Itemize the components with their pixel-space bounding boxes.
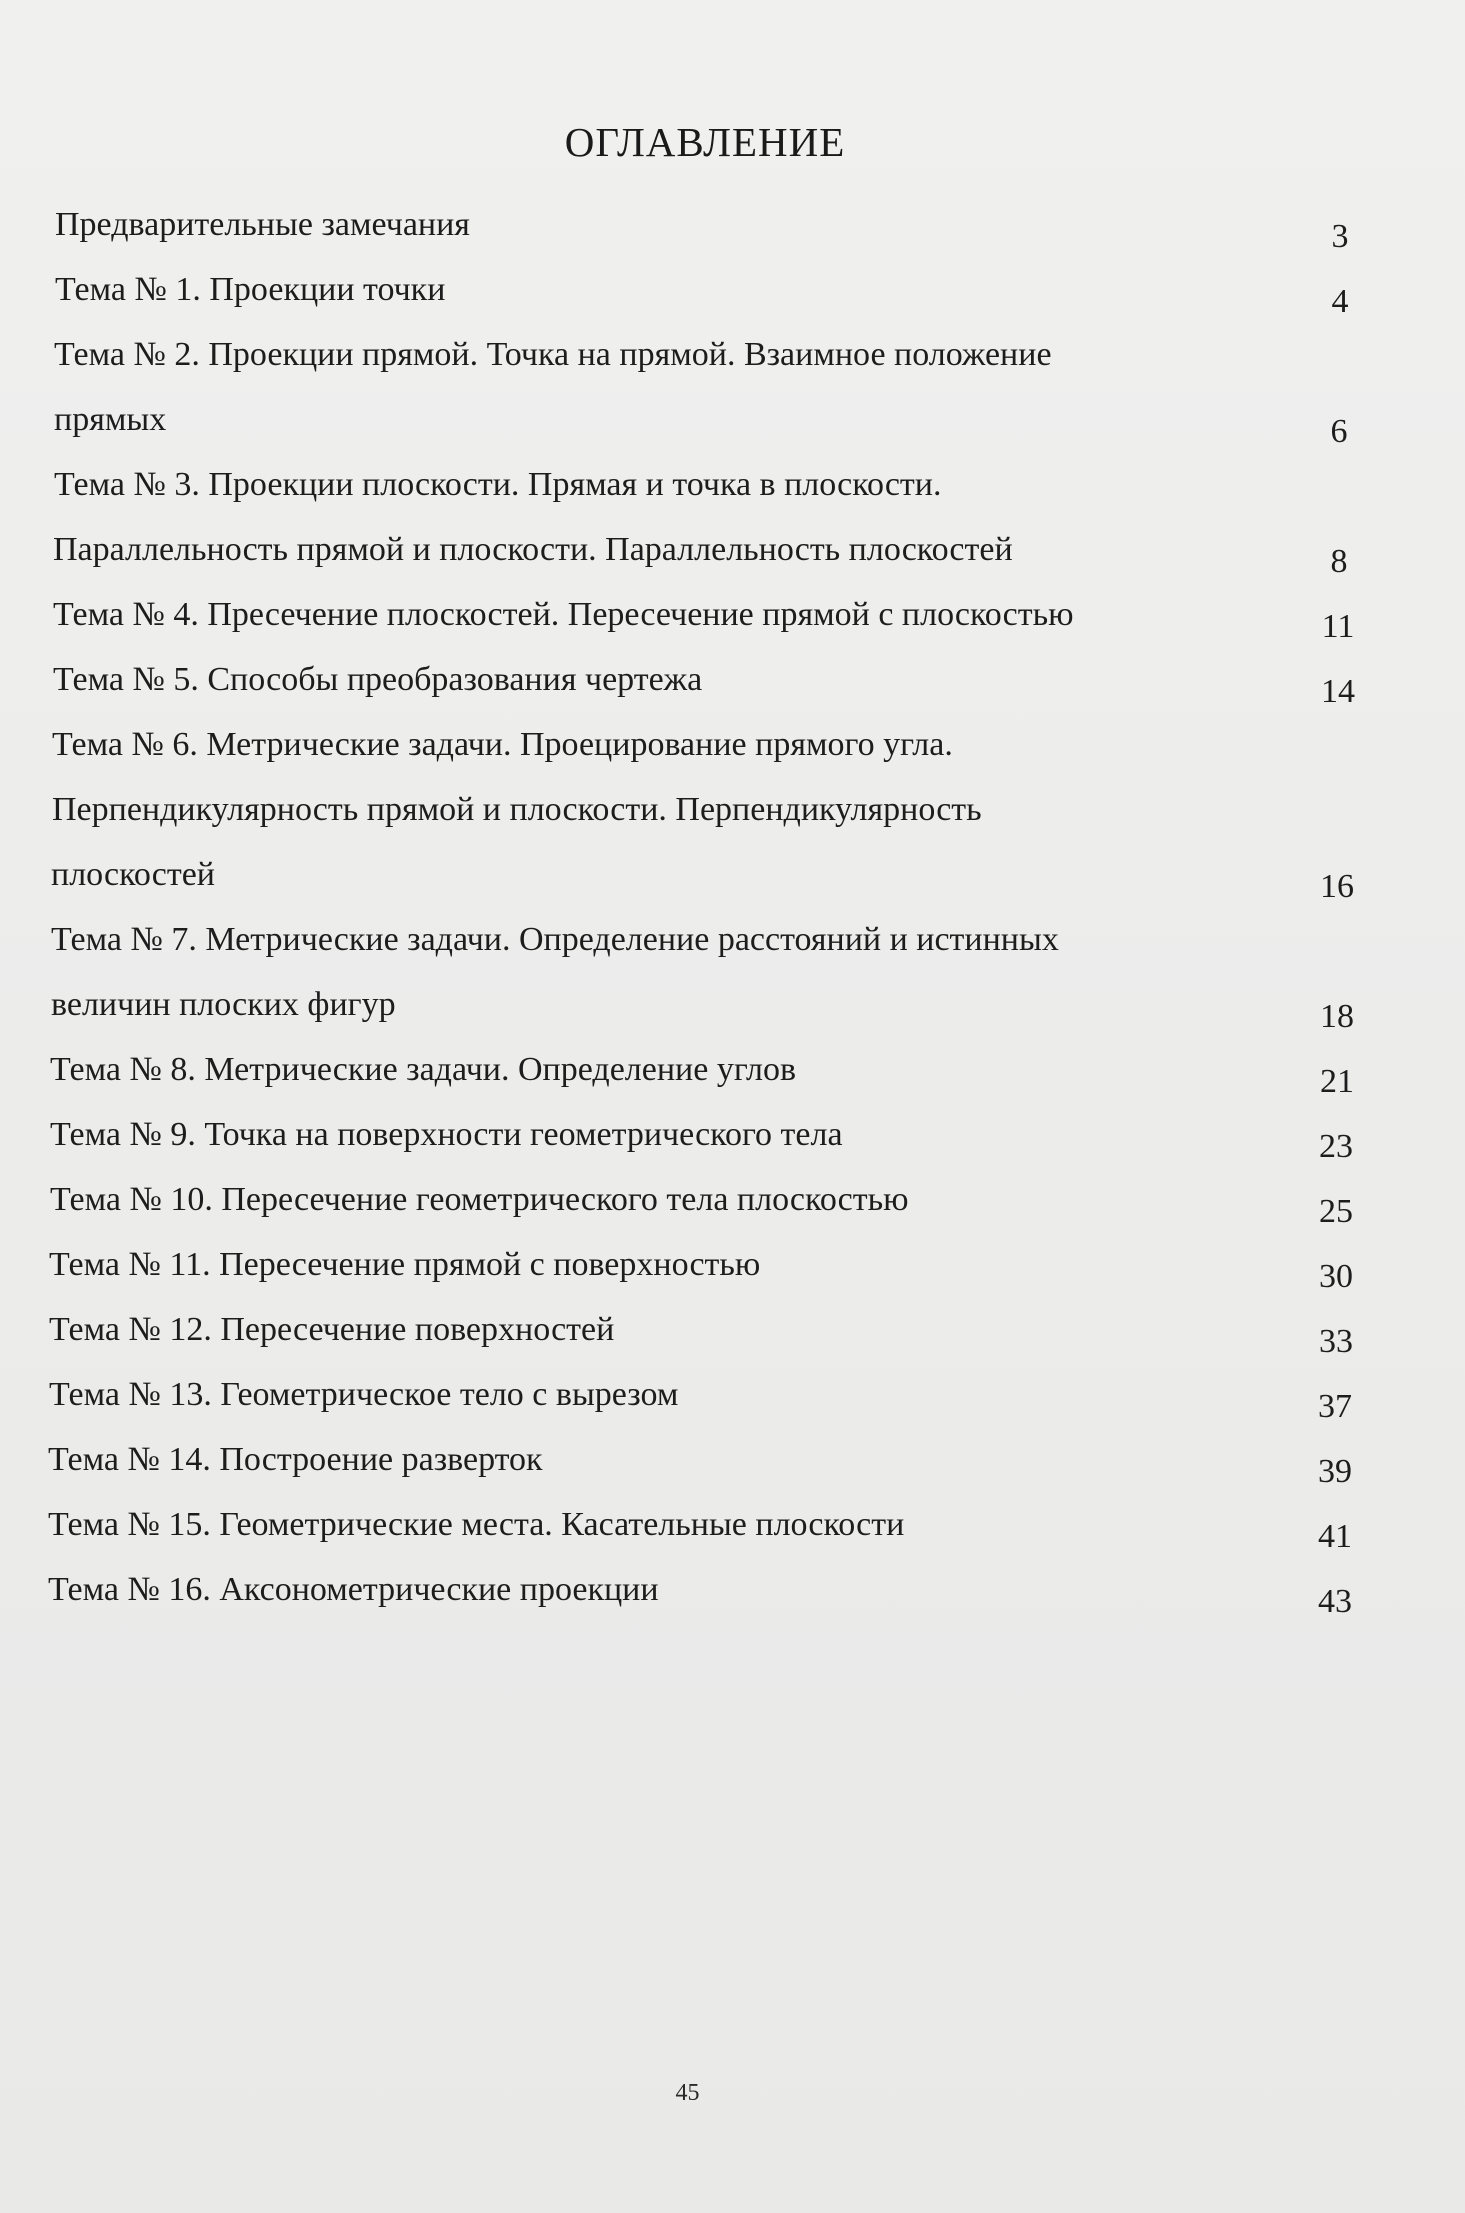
toc-entry-line: Предварительные замечания [55, 206, 470, 243]
toc-entry-line: Тема № 7. Метрические задачи. Определение расстояний и истинных [51, 921, 1059, 958]
toc-page-number: 41 [1318, 1518, 1352, 1555]
toc-entry-line: Тема № 9. Точка на поверхности геометрического тела [50, 1116, 843, 1153]
toc-page-number: 33 [1319, 1323, 1353, 1360]
toc-page-number: 14 [1321, 673, 1355, 710]
toc-entry-line: Тема № 1. Проекции точки [55, 271, 446, 308]
toc-page-number: 37 [1318, 1388, 1352, 1425]
toc-page-number: 16 [1320, 868, 1354, 905]
toc-page-number: 43 [1318, 1583, 1352, 1620]
toc-page-number: 39 [1318, 1453, 1352, 1490]
toc-page-number: 11 [1321, 608, 1355, 645]
toc-page-number: 3 [1331, 218, 1349, 255]
toc-entry-line: Тема № 14. Построение разверток [48, 1441, 543, 1478]
toc-page-number: 4 [1331, 283, 1349, 320]
toc-entry-line: Тема № 10. Пересечение геометрического тела плоскостью [50, 1181, 909, 1218]
toc-page-number: 21 [1320, 1063, 1354, 1100]
toc-entry-line: Тема № 6. Метрические задачи. Проецирование прямого угла. [52, 726, 953, 763]
toc-page-number: 6 [1330, 413, 1348, 450]
toc-entry-line: Тема № 5. Способы преобразования чертежа [53, 661, 703, 698]
page-title: ОГЛАВЛЕНИЕ [564, 119, 846, 165]
toc-entry-line: плоскостей [51, 856, 215, 893]
toc-entry-line: Тема № 13. Геометрическое тело с вырезом [49, 1376, 679, 1413]
toc-page-number: 8 [1330, 543, 1348, 580]
toc-entry-line: Тема № 15. Геометрические места. Касательные плоскости [48, 1506, 905, 1543]
toc-entry-line: величин плоских фигур [51, 986, 396, 1023]
toc-page-number: 23 [1319, 1128, 1353, 1165]
page-number: 45 [675, 2080, 700, 2106]
toc-entry-line: прямых [54, 401, 167, 438]
toc-entry-line: Тема № 2. Проекции прямой. Точка на прямой. Взаимное положение [54, 336, 1052, 373]
toc-entry-line: Тема № 16. Аксонометрические проекции [48, 1571, 659, 1608]
toc-entry-line: Тема № 11. Пересечение прямой с поверхностью [49, 1246, 761, 1283]
toc-entry-line: Тема № 4. Пресечение плоскостей. Пересечение прямой с плоскостью [53, 596, 1074, 633]
toc-entry-line: Параллельность прямой и плоскости. Параллельность плоскостей [53, 531, 1013, 568]
toc-entry-line: Тема № 8. Метрические задачи. Определение углов [50, 1051, 797, 1088]
toc-page-number: 25 [1319, 1193, 1353, 1230]
toc-page-number: 30 [1319, 1258, 1353, 1295]
toc-entry-line: Тема № 12. Пересечение поверхностей [49, 1311, 615, 1348]
toc-entry-line: Тема № 3. Проекции плоскости. Прямая и точка в плоскости. [54, 466, 942, 503]
toc-page-number: 18 [1320, 998, 1354, 1035]
toc-entry-line: Перпендикулярность прямой и плоскости. Перпендикулярность [52, 791, 982, 828]
